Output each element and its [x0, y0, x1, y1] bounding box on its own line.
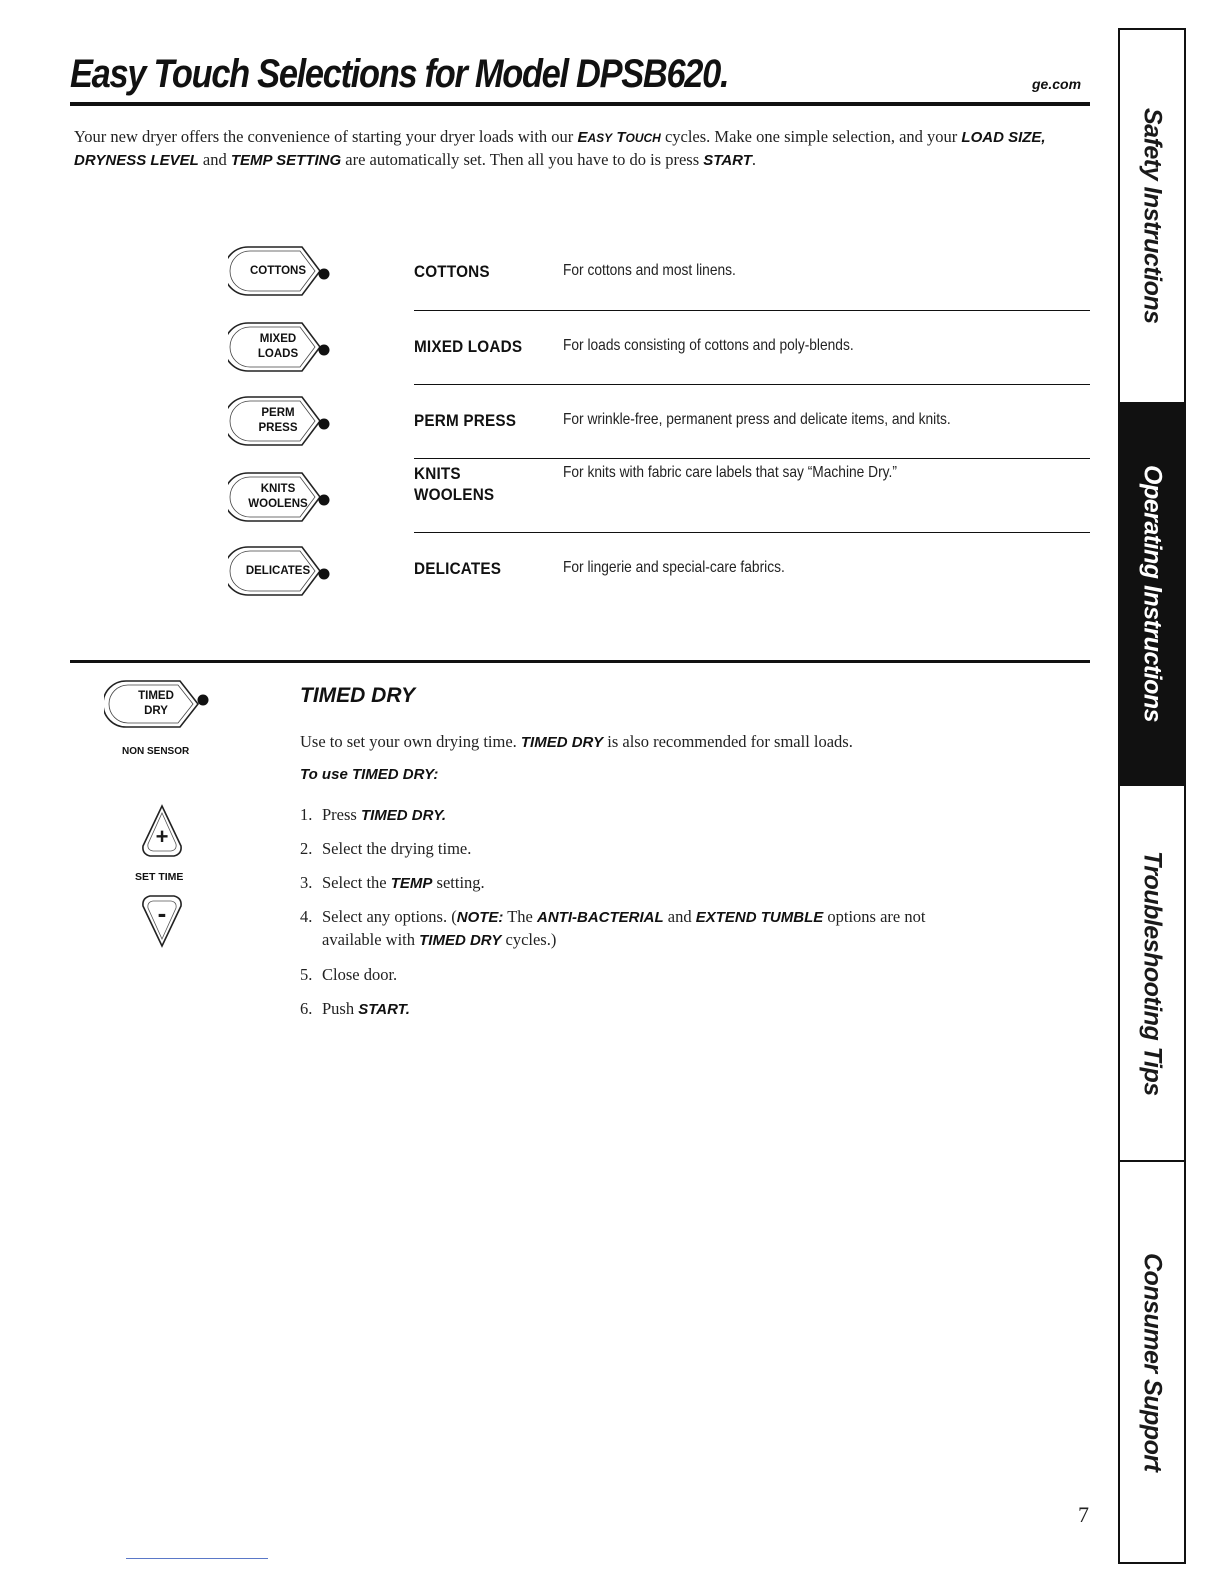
button-label: DRY — [144, 705, 168, 717]
dryness-level-term: DRYNESS LEVEL — [74, 152, 199, 169]
instruction-step: 3. Select the TEMP setting. — [300, 873, 485, 892]
page-number: 7 — [1078, 1502, 1089, 1527]
cycle-name: COTTONS — [414, 262, 490, 281]
non-sensor-label: NON SENSOR — [122, 746, 190, 757]
button-label: COTTONS — [249, 264, 306, 277]
link-underline — [126, 1558, 268, 1559]
cycle-description: For loads consisting of cottons and poly-blends. — [563, 337, 854, 354]
row-divider — [414, 310, 1090, 311]
site-url[interactable]: ge.com — [1032, 76, 1082, 92]
button-label: MIXED — [259, 333, 297, 345]
start-term: START — [703, 152, 752, 169]
button-label: LOADS — [257, 348, 299, 360]
cycle-name: PERM PRESS — [414, 411, 517, 430]
page-title: Easy Touch Selections for Model DPSB620. — [70, 52, 729, 96]
plus-sign: + — [155, 824, 169, 849]
load-size-term: LOAD SIZE, — [961, 129, 1046, 146]
intro-text-2: cycles. Make one simple selection, and your — [660, 127, 962, 146]
button-label: DELICATES — [245, 564, 311, 577]
instruction-step: 2. Select the drying time. — [300, 839, 472, 858]
tab-operating-instructions[interactable]: Operating Instructions — [1120, 404, 1184, 786]
intro-text-1: Your new dryer offers the convenience of starting your dryer loads with our — [74, 127, 578, 146]
row-divider — [414, 384, 1090, 385]
instruction-step: 1. Press TIMED DRY. — [300, 805, 446, 824]
knits-woolens-button-icon — [228, 470, 332, 524]
perm-press-button-icon — [228, 394, 332, 448]
timed-dry-button-icon — [104, 678, 214, 730]
section-rule — [70, 660, 1090, 663]
intro-paragraph: Your new dryer offers the convenience of starting your dryer loads with our EASY TOUCH cycles. Make one simple selection, and your LOAD SIZE, DRYNESS LEVEL and TEMP SETTING are automatically set. Then all you have to do is press START. — [74, 127, 1046, 169]
row-divider — [414, 532, 1090, 533]
button-label: WOOLENS — [248, 498, 308, 510]
plus-triangle-icon — [140, 804, 184, 869]
section-tabs — [1118, 28, 1186, 1564]
button-label: TIMED — [138, 690, 174, 702]
tab-troubleshooting-tips[interactable]: Troubleshooting Tips — [1120, 786, 1184, 1162]
tab-consumer-support[interactable]: Consumer Support — [1138, 1252, 1167, 1472]
button-label: PRESS — [258, 422, 298, 434]
easy-touch-term: EASY TOUCH — [577, 129, 661, 146]
cycle-description: For lingerie and special-care fabrics. — [563, 559, 785, 576]
instruction-step: 4. Select any options. (NOTE: The ANTI-BACTERIAL and EXTEND TUMBLE options are not available with TIMED DRY cycles.) — [300, 907, 926, 949]
timed-dry-heading: TIMED DRY — [300, 684, 416, 707]
temp-setting-term: TEMP SETTING — [230, 152, 342, 169]
to-use-subheading: To use TIMED DRY: — [300, 766, 439, 783]
timed-dry-description: Use to set your own drying time. TIMED DRY is also recommended for small loads. — [300, 732, 853, 751]
intro-text-4: are automatically set. Then all you have to do is press — [341, 150, 704, 169]
row-divider — [414, 458, 1090, 459]
delicates-button-icon — [228, 544, 332, 598]
set-time-label: SET TIME — [135, 871, 184, 883]
instruction-step: 6. Push START. — [300, 999, 410, 1018]
cycle-name: DELICATES — [414, 559, 502, 578]
mixed-loads-button-icon — [228, 320, 332, 374]
button-label: PERM — [261, 407, 295, 419]
cycle-name: KNITS — [414, 464, 461, 483]
button-label: KNITS — [260, 483, 296, 495]
cottons-button-icon — [228, 244, 332, 298]
header-rule — [70, 102, 1090, 106]
cycle-name: WOOLENS — [414, 485, 495, 504]
minus-sign: - — [157, 898, 167, 928]
cycle-name: MIXED LOADS — [414, 337, 523, 356]
cycle-description: For wrinkle-free, permanent press and delicate items, and knits. — [563, 411, 951, 428]
cycle-description: For knits with fabric care labels that say “Machine Dry.” — [563, 464, 897, 481]
minus-triangle-icon — [140, 888, 184, 953]
cycle-description: For cottons and most linens. — [563, 262, 736, 279]
instruction-step: 5. Close door. — [300, 965, 398, 984]
tab-safety-instructions[interactable]: Safety Instructions — [1120, 30, 1184, 404]
intro-text-3: and — [198, 150, 231, 169]
